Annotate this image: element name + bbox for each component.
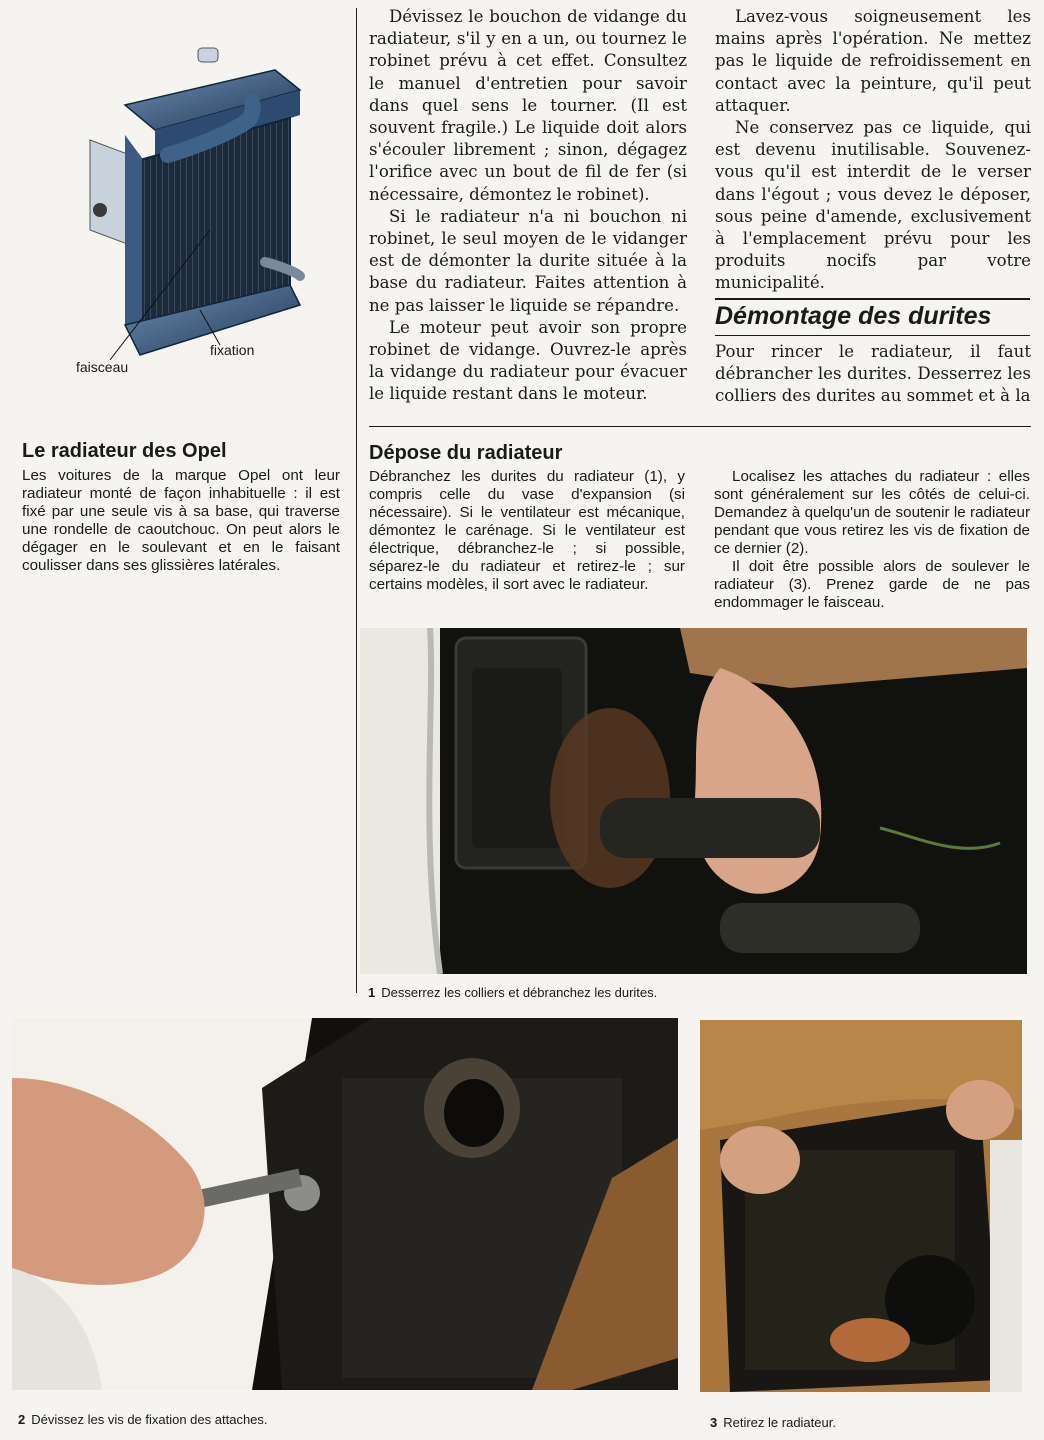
label-faisceau: faisceau	[76, 359, 129, 375]
photo-1	[360, 628, 1027, 974]
depose-right	[714, 468, 1030, 612]
photo-2	[12, 1018, 678, 1390]
caption-3-number: 3	[710, 1415, 718, 1430]
col3-paragraph-3: Pour rincer le radiateur, il faut débrancher les durites. Desserrez les colliers des durites au sommet et à la	[715, 342, 1031, 406]
col3-paragraph-2: Ne conservez pas ce liquide, qui est devenu inutilisable. Souvenez-vous qu'il est interdit de le verser dans l'égout ; vous devez le déposer, sous peine d'amende, exclusivement à l'emplacement prévu pour les produits nocifs par votre municipalité.	[715, 118, 1031, 293]
column-2	[369, 6, 687, 406]
col2-paragraph-2: Si le radiateur n'a ni bouchon ni robinet, le seul moyen de le vidanger est de démonter la durite située à la base du radiateur. Faites attention à ne pas laisser le liquide se répandre.	[369, 206, 687, 315]
depose-left	[369, 468, 685, 594]
caption-3-text: Retirez le radiateur.	[723, 1415, 836, 1430]
opel-body	[22, 467, 340, 575]
depose-heading: Dépose du radiateur	[369, 442, 563, 464]
col2-paragraph-1: Dévissez le bouchon de vidange du radiateur, s'il y en a un, ou tournez le robinet prévu à cet effet. Consultez le manuel d'entretien pour savoir dans quel sens le tourner. (Il est souvent fragile.) Le liquide doit alors s'écouler librement ; sinon, dégagez l'orifice avec un bout de fil de fer (si nécessaire, démontez le robinet).	[369, 7, 687, 204]
col2-paragraph-3: Le moteur peut avoir son propre robinet de vidange. Ouvrez-le après la vidange du radiateur pour évacuer le liquide restant dans le moteur.	[369, 317, 687, 404]
caption-1-number: 1	[368, 985, 376, 1000]
caption-2-number: 2	[18, 1412, 26, 1427]
caption-2-text: Dévissez les vis de fixation des attaches.	[31, 1412, 268, 1427]
durites-rule-top	[715, 298, 1030, 300]
opel-heading: Le radiateur des Opel	[22, 440, 227, 462]
radiator-diagram	[60, 40, 320, 380]
depose-right-paragraph-2: Il doit être possible alors de soulever le radiateur (3). Prenez garde de ne pas endommager le faisceau.	[714, 558, 1030, 611]
depose-left-paragraph: Débranchez les durites du radiateur (1), y compris celle du vase d'expansion (si nécessaire). Si le ventilateur est mécanique, démontez le carénage. Si le ventilateur est électrique, débranchez-le ; si possible, séparez-le du radiateur et retirez-le ; sur certains modèles, il sort avec le radiateur.	[369, 468, 685, 593]
column-rule	[356, 8, 357, 993]
radiator-illustration	[60, 40, 320, 380]
caption-3	[710, 1415, 836, 1430]
label-fixation: fixation	[210, 342, 255, 358]
opel-paragraph: Les voitures de la marque Opel ont leur radiateur monté de façon inhabituelle : il est fixé par une seule vis à sa base, qui traverse une rondelle de caoutchouc. On peut alors le dégager en le soulevant et en le faisant coulisser dans ses glissières latérales.	[22, 467, 340, 574]
durites-heading: Démontage des durites	[715, 302, 992, 330]
caption-1-text: Desserrez les colliers et débranchez les durites.	[381, 985, 658, 1000]
column-3	[715, 6, 1031, 295]
durites-rule-bottom	[715, 335, 1030, 336]
section-rule	[369, 426, 1031, 427]
depose-right-paragraph-1: Localisez les attaches du radiateur : elles sont généralement sur les côtés de celui-ci. Demandez à quelqu'un de soutenir le radiateur pendant que vous retirez les vis de fixation de ce dernier (2).	[714, 468, 1030, 557]
col3-paragraph-1: Lavez-vous soigneusement les mains après l'opération. Ne mettez pas le liquide de refroidissement en contact avec la peinture, qu'il peut attaquer.	[715, 7, 1031, 115]
photo-3	[700, 1020, 1022, 1392]
caption-1	[368, 985, 657, 1000]
caption-2	[18, 1412, 268, 1427]
durites-text	[715, 341, 1031, 408]
